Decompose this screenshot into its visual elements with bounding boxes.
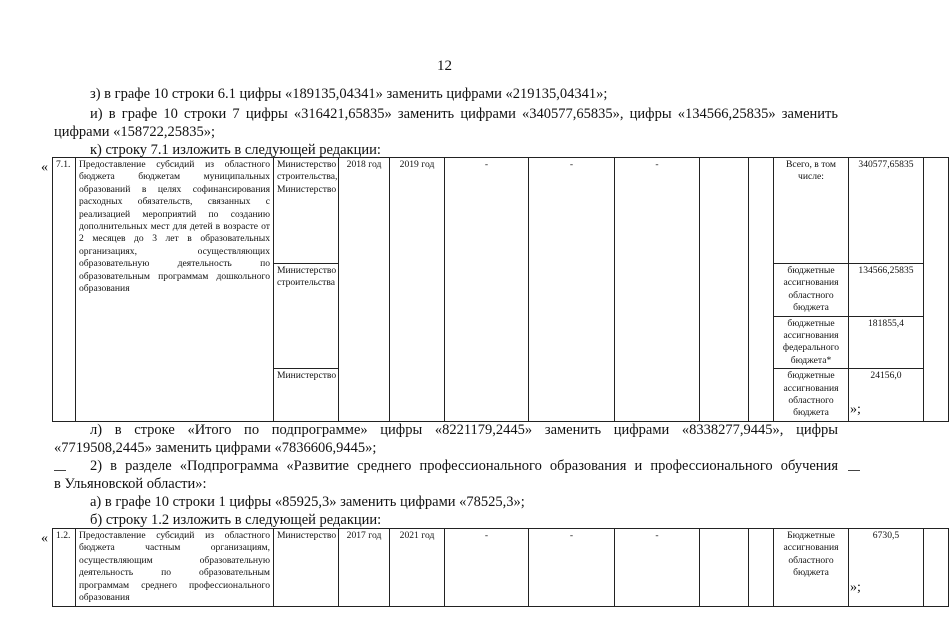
paragraph-a: а) в графе 10 строки 1 цифры «85925,3» заменить цифрами «78525,3»; bbox=[90, 494, 525, 510]
funding-value-federal: 181855,4 bbox=[849, 316, 924, 369]
target-value-cell: - bbox=[529, 529, 615, 607]
row-number: 7.1. bbox=[53, 158, 76, 422]
table-row-7-1 bbox=[52, 157, 949, 422]
margin-dash bbox=[848, 470, 860, 471]
paragraph-i-line2: цифрами «158722,25835»; bbox=[54, 124, 216, 140]
year-start: 2017 год bbox=[339, 529, 390, 607]
paragraph-2-line2: в Ульяновской области»: bbox=[54, 476, 207, 492]
funding-value-regional-2: 24156,0 bbox=[849, 369, 924, 422]
measure-description: Предоставление субсидий из областного бюджета частным организациям, осуществляющим образовательную деятельность по образовательным программам среднего профессионального образования bbox=[76, 529, 274, 607]
empty-cell bbox=[700, 529, 749, 607]
empty-cell bbox=[924, 158, 949, 422]
year-end: 2021 год bbox=[390, 529, 445, 607]
close-quote-1: »; bbox=[850, 402, 861, 417]
target-value-cell: - bbox=[529, 158, 615, 422]
margin-dash bbox=[54, 470, 66, 471]
paragraph-l-line2: «7719508,2445» заменить цифрами «7836606,9445»; bbox=[54, 440, 377, 456]
open-quote-1: « bbox=[41, 160, 48, 175]
funding-source-regional: бюджетные ассигнования областного бюджета bbox=[774, 264, 849, 317]
year-end: 2019 год bbox=[390, 158, 445, 422]
paragraph-z: з) в графе 10 строки 6.1 цифры «189135,04341» заменить цифрами «219135,04341»; bbox=[90, 86, 608, 102]
paragraph-b: б) строку 1.2 изложить в следующей редакции: bbox=[90, 512, 382, 528]
funding-value: 6730,5 bbox=[849, 529, 924, 607]
executor-cell-3: Министерство bbox=[274, 369, 339, 422]
empty-cell bbox=[749, 529, 774, 607]
paragraph-i-line1: и) в графе 10 строки 7 цифры «316421,65835» заменить цифрами «340577,65835», цифры «134566,25835» заменить bbox=[90, 106, 838, 122]
empty-cell bbox=[924, 529, 949, 607]
year-start: 2018 год bbox=[339, 158, 390, 422]
close-quote-2: »; bbox=[850, 580, 861, 595]
target-indicator-cell: - bbox=[445, 158, 529, 422]
funding-source: Бюджетные ассигнования областного бюджета bbox=[774, 529, 849, 607]
paragraph-k: к) строку 7.1 изложить в следующей редакции: bbox=[90, 142, 381, 158]
result-cell: - bbox=[615, 158, 700, 422]
executor-cell-2: Министерство строительства bbox=[274, 264, 339, 369]
open-quote-2: « bbox=[41, 531, 48, 546]
funding-value-regional: 134566,25835 bbox=[849, 264, 924, 317]
empty-cell bbox=[700, 158, 749, 422]
funding-source-federal: бюджетные ассигнования федерального бюджета* bbox=[774, 316, 849, 369]
table-row-1-2 bbox=[52, 528, 949, 607]
funding-source-regional-2: бюджетные ассигнования областного бюджета bbox=[774, 369, 849, 422]
page-number: 12 bbox=[437, 58, 452, 74]
executor-cell: Министерство bbox=[274, 529, 339, 607]
executor-cell-1: Министерство строительства, Министерство bbox=[274, 158, 339, 264]
target-indicator-cell: - bbox=[445, 529, 529, 607]
funding-source-total: Всего, в том числе: bbox=[774, 158, 849, 264]
result-cell: - bbox=[615, 529, 700, 607]
paragraph-l-line1: л) в строке «Итого по подпрограмме» цифры «8221179,2445» заменить цифрами «8338277,9445», цифры bbox=[90, 422, 838, 438]
funding-value-total: 340577,65835 bbox=[849, 158, 924, 264]
paragraph-2-line1: 2) в разделе «Подпрограмма «Развитие среднего профессионального образования и профессионального обучения bbox=[90, 458, 838, 474]
row-number: 1.2. bbox=[53, 529, 76, 607]
measure-description: Предоставление субсидий из областного бюджета бюджетам муниципальных образований в целях софинансирования расходных обязательств, связанных с реализацией мероприятий по созданию дополнительных мест для детей в возрасте от 2 месяцев до 3 лет в образовательных организациях, осуществляющих образовательную деятельность по образовательным программам дошкольного образования bbox=[76, 158, 274, 422]
empty-cell bbox=[749, 158, 774, 422]
